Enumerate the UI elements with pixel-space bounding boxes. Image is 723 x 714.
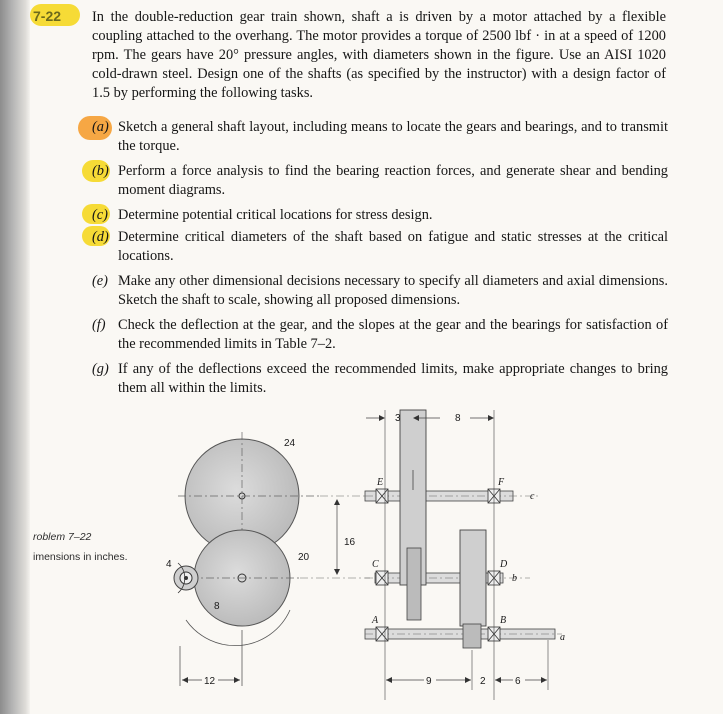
- label-E: E: [377, 477, 384, 488]
- task-text: Sketch a general shaft layout, including means to locate the gears and bearings, and to transmit the torque.: [118, 119, 668, 154]
- label-F: F: [498, 477, 505, 488]
- dim-8-top: 8: [455, 413, 461, 424]
- dim-3: 3: [395, 413, 401, 424]
- problem-statement: In the double-reduction gear train shown, shaft a is driven by a motor attached by a flexible coupling attached to the overhang. The motor provides a torque of 2500 lbf · in at a speed of 1200 rpm. The gears have 20° pressure angles, with diameters shown in the figure. Use an AISI 1020 cold-drawn steel. Design one of the shafts (as specified by the instructor) with a design factor of 1.5 by performing the following tasks.: [92, 9, 666, 101]
- dim-2: 2: [480, 676, 486, 687]
- task-label: (e): [92, 273, 108, 289]
- problem-number: 7-22: [33, 8, 62, 24]
- label-shaft-b: b: [512, 573, 517, 584]
- gear-8-side: [463, 624, 481, 648]
- bearing-E: [376, 489, 388, 503]
- label-A: A: [372, 615, 379, 626]
- label-shaft-c: c: [530, 491, 535, 502]
- task-label: (b): [92, 163, 109, 179]
- dim-9: 9: [426, 676, 432, 687]
- shaft-c: [365, 491, 540, 501]
- task-label: (d): [92, 229, 109, 245]
- dim-8: 8: [214, 601, 220, 612]
- medium-gear-end-view: [190, 530, 300, 626]
- label-shaft-a: a: [560, 632, 565, 643]
- task-text: Determine critical diameters of the shaft based on fatigue and static stresses at the critical locations.: [118, 229, 668, 264]
- label-D: D: [500, 559, 508, 570]
- label-B: B: [500, 615, 507, 626]
- label-C: C: [372, 559, 379, 570]
- dim-24: 24: [284, 438, 296, 449]
- dim-12: 12: [204, 676, 216, 687]
- task-text: Perform a force analysis to find the bearing reaction forces, and generate shear and bending moment diagrams.: [118, 163, 668, 198]
- bearing-A: [376, 627, 388, 641]
- dim-4: 4: [166, 559, 172, 570]
- task-label: (c): [92, 207, 108, 223]
- shaft-b: [365, 573, 530, 583]
- task-label: (g): [92, 361, 109, 377]
- task-label: (a): [92, 119, 109, 135]
- task-text: Make any other dimensional decisions necessary to specify all diameters and axial dimensions. Sketch the shaft to scale, showing all proposed dimensions.: [118, 273, 668, 308]
- dim-6: 6: [515, 676, 521, 687]
- task-text: Check the deflection at the gear, and the slopes at the gear and the bearings for satisfaction of the recommended limits in Table 7–2.: [118, 317, 668, 352]
- dim-16: 16: [344, 537, 356, 548]
- dim-20: 20: [298, 552, 310, 563]
- task-text: Determine potential critical locations for stress design.: [118, 207, 433, 223]
- bearing-C: [376, 571, 388, 585]
- figure-caption-subtitle: imensions in inches.: [33, 551, 128, 563]
- figure-caption-title: roblem 7–22: [33, 531, 92, 543]
- gear-8-side-top: [407, 548, 421, 620]
- gear-20-side: [460, 530, 486, 626]
- task-text: If any of the deflections exceed the recommended limits, make appropriate changes to bring them all within the limits.: [118, 361, 668, 396]
- task-label: (f): [92, 317, 106, 333]
